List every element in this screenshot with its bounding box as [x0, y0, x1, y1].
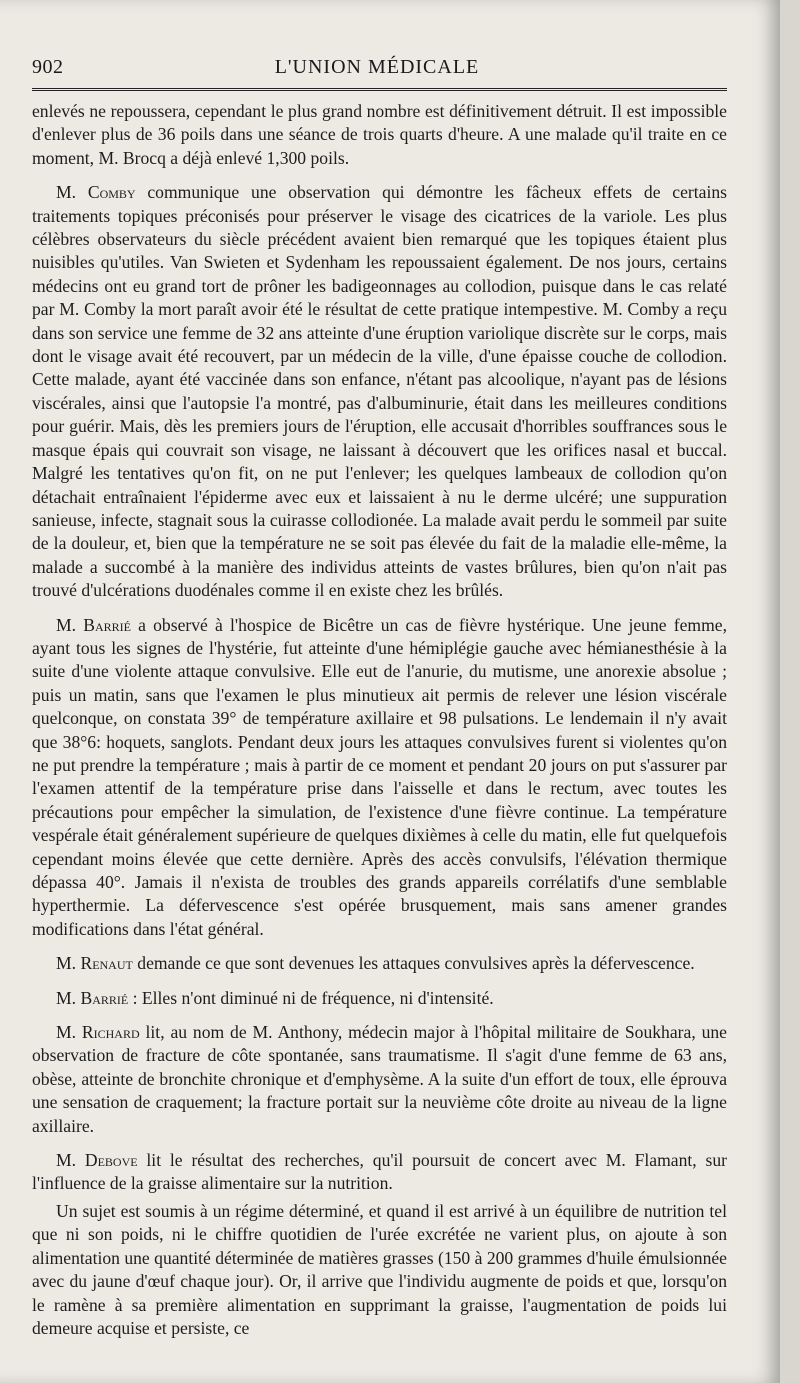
paragraph-text: Un sujet est soumis à un régime déterminé, et quand il est arrivé à un équilibre de nutrition tel que ni son poids, ni le chiffre quotidien de l'urée excrétée ne varient plus, on ajoute à son alimentation une quantité déterminée de matières grasses (150 à 200 grammes d'huile émulsionnée avec du jaune d'œuf chaque jour). Or, il arrive que l'individu augmente de poids et que, lorsqu'on le ramène à sa première alimentation en supprimant la graisse, l'augmentation de poids lui demeure acquise et persiste, ce	[32, 1200, 727, 1338]
paragraph-text: : Elles n'ont diminué ni de fréquence, ni d'intensité.	[132, 987, 494, 1008]
speaker-name: Debove	[84, 1150, 138, 1171]
speaker-name: Barrié	[83, 614, 131, 635]
paragraph-text: a observé à l'hospice de Bicêtre un cas de fièvre hystérique. Une jeune femme, ayant tous les signes de l'hystérie, fut atteinte d'une hémiplégie gauche avec hémianesthésie à la suite d'une violente attaque convulsive. Elle eut de l'anurie, du mutisme, une anorexie absolue ; puis un matin, sans que l'examen le plus minutieux ait permis de relever une lésion viscérale quelconque, on constata 39° de température axillaire et 98 pulsations. Le lendemain il n'y avait que 38°6: hoquets, sanglots. Pendant deux jours les attaques convulsives furent si violentes qu'on ne put prendre la température ; mais à partir de ce moment et pendant 20 jours on put s'assurer par l'examen attentif de la température prise dans l'aisselle et dans le rectum, avec toutes les précautions pour empêcher la simulation, de l'existence d'une fièvre continue. La température vespérale était généralement supérieure de quelques dixièmes à celle du matin, elle fut quelquefois cependant moins élevée que cette dernière. Après des accès convulsifs, l'élévation thermique dépassa 40°. Jamais il n'exista de troubles des grands appareils corrélatifs d'une semblable hyperthermie. La défervescence s'est opérée brusquement, mais sans amener grandes modifications dans l'état général.	[32, 614, 727, 939]
paragraph-barrie: M. Barrié a observé à l'hospice de Bicêtre un cas de fièvre hystérique. Une jeune femme, ayant tous les signes de l'hystérie, fut atteinte d'une hémiplégie gauche avec hémianesthésie à la suite d'une violente attaque convulsive. Elle eut de l'anurie, du mutisme, une anorexie absolue ; puis un matin, sans que l'examen le plus minutieux ait permis de relever une lésion viscérale quelconque, on constata 39° de température axillaire et 98 pulsations. Le lendemain il n'y avait que 38°6: hoquets, sanglots. Pendant deux jours les attaques convulsives furent si violentes qu'on ne put prendre la température ; mais à partir de ce moment et pendant 20 jours on put s'assurer par l'examen attentif de la température prise dans l'aisselle et dans le rectum, avec toutes les précautions pour empêcher la simulation, de l'existence d'une fièvre continue. La température vespérale était généralement supérieure de quelques dixièmes à celle du matin, elle fut quelquefois cependant moins élevée que cette dernière. Après des accès convulsifs, l'élévation thermique dépassa 40°. Jamais il n'exista de troubles des grands appareils corrélatifs d'une semblable hyperthermie. La défervescence s'est opérée brusquement, mais sans amener grandes modifications dans l'état général.	[32, 614, 727, 939]
paragraph-richard: M. Richard lit, au nom de M. Anthony, médecin major à l'hôpital militaire de Soukhara, une observation de fracture de côte spontanée, sans traumatisme. Il s'agit d'une femme de 63 ans, obèse, atteinte de bronchite chronique et d'emphysème. A la suite d'un effort de toux, elle éprouva une sensation de craquement; la fracture portait sur la neuvième côte droite au niveau de la ligne axillaire.	[32, 1022, 727, 1136]
header-rule	[32, 88, 727, 91]
running-title: L'UNION MÉDICALE	[274, 56, 480, 78]
paragraph-text: demande ce que sont devenues les attaques convulsives après la défervescence.	[137, 953, 695, 974]
paragraph-text: enlevés ne repoussera, cependant le plus grand nombre est définitivement détruit. Il est impossible d'enlever plus de 36 poils dans une séance de trois quarts d'heure. A une malade qu'il traite en ce moment, M. Brocq a déjà enlevé 1,300 poils.	[32, 101, 727, 168]
paragraph-experiment	[32, 1200, 727, 1340]
paragraph-barrie-reply: M. Barrié : Elles n'ont diminué ni de fréquence, ni d'intensité.	[56, 987, 494, 1008]
paragraph-text: lit, au nom de M. Anthony, médecin major à l'hôpital militaire de Soukhara, une observation de fracture de côte spontanée, sans traumatisme. Il s'agit d'une femme de 63 ans, obèse, atteinte de bronchite chronique et d'emphysème. A la suite d'un effort de toux, elle éprouva une sensation de craquement; la fracture portait sur la neuvième côte droite au niveau de la ligne axillaire.	[32, 1022, 727, 1136]
paragraph-text: communique une observation qui démontre les fâcheux effets de certains traitements topiques préconisés pour préserver le visage des cicatrices de la variole. Les plus célèbres observateurs du siècle précédent avaient bien remarqué que les topiques étaient plus nuisibles qu'utiles. Van Swieten et Sydenham les repoussaient également. De nos jours, certains médecins ont eu grand tort de prôner les badigeonnages au collodion, puisque dans le cas relaté par M. Comby la mort paraît avoir été le résultat de cette pratique intempestive. M. Comby a reçu dans son service une femme de 32 ans atteinte d'une éruption variolique discrète sur le corps, mais dont le visage avait été recouvert, par un médecin de la ville, d'une épaisse couche de collodion. Cette malade, ayant été vaccinée dans son enfance, n'étant pas alcoolique, n'ayant pas de lésions viscérales, ainsi que l'autopsie l'a montré, pas d'albuminurie, était dans les meilleures conditions pour guérir. Mais, dès les premiers jours de l'éruption, elle accusait d'horribles souffrances sous le masque épais qui couvrait son visage, ne laissant à découvert que les orifices nasal et buccal. Malgré les tentatives qu'on fit, on ne put l'enlever; les quelques lambeaux de collodion qu'on détachait entraînaient l'épiderme avec eux et laissaient à nu le derme ulcéré; une suppuration sanieuse, infecte, stagnait sous la cuirasse collodionée. La malade avait perdu le sommeil par suite de la douleur, et, bien que la température ne se soit pas élevée du fait de la maladie elle-même, la malade a succombé à la manière des individus atteints de vastes brûlures, bien qu'on n'ait pas trouvé d'ulcérations duodénales comme il en existe chez les brûlés.	[32, 182, 727, 601]
speaker-name: Richard	[81, 1022, 140, 1043]
article-body	[32, 100, 727, 1351]
speaker-name: Renaut	[80, 953, 133, 974]
speaker-name: Barrié	[80, 987, 129, 1008]
paragraph-text: lit le résultat des recherches, qu'il poursuit de concert avec M. Flamant, sur l'influence de la graisse alimentaire sur la nutrition.	[32, 1150, 727, 1194]
paragraph-comby: M. Comby communique une observation qui démontre les fâcheux effets de certains traitements topiques préconisés pour préserver le visage des cicatrices de la variole. Les plus célèbres observateurs du siècle précédent avaient bien remarqué que les topiques étaient plus nuisibles qu'utiles. Van Swieten et Sydenham les repoussaient également. De nos jours, certains médecins ont eu grand tort de prôner les badigeonnages au collodion, puisque dans le cas relaté par M. Comby la mort paraît avoir été le résultat de cette pratique intempestive. M. Comby a reçu dans son service une femme de 32 ans atteinte d'une éruption variolique discrète sur le corps, mais dont le visage avait été recouvert, par un médecin de la ville, d'une épaisse couche de collodion. Cette malade, ayant été vaccinée dans son enfance, n'étant pas alcoolique, n'ayant pas de lésions viscérales, ainsi que l'autopsie l'a montré, pas d'albuminurie, était dans les meilleures conditions pour guérir. Mais, dès les premiers jours de l'éruption, elle accusait d'horribles souffrances sous le masque épais qui couvrait son visage, ne laissant à découvert que les orifices nasal et buccal. Malgré les tentatives qu'on fit, on ne put l'enlever; les quelques lambeaux de collodion qu'on détachait entraînaient l'épiderme avec eux et laissaient à nu le derme ulcéré; une suppuration sanieuse, infecte, stagnait sous la cuirasse collodionée. La malade avait perdu le sommeil par suite de la douleur, et, bien que la température ne se soit pas élevée du fait de la maladie elle-même, la malade a succombé à la manière des individus atteints de vastes brûlures, bien qu'on n'ait pas trouvé d'ulcérations duodénales comme il en existe chez les brûlés.	[32, 182, 727, 601]
page-number: 902	[32, 56, 64, 78]
paragraph-renaut: M. Renaut demande ce que sont devenues les attaques convulsives après la défervescence.	[56, 953, 695, 974]
page-header	[32, 56, 722, 86]
paragraph-continuation	[32, 100, 727, 170]
speaker-name: Comby	[87, 182, 136, 203]
paragraph-debove: M. Debove lit le résultat des recherches, qu'il poursuit de concert avec M. Flamant, sur l'influence de la graisse alimentaire sur la nutrition.	[32, 1150, 727, 1194]
